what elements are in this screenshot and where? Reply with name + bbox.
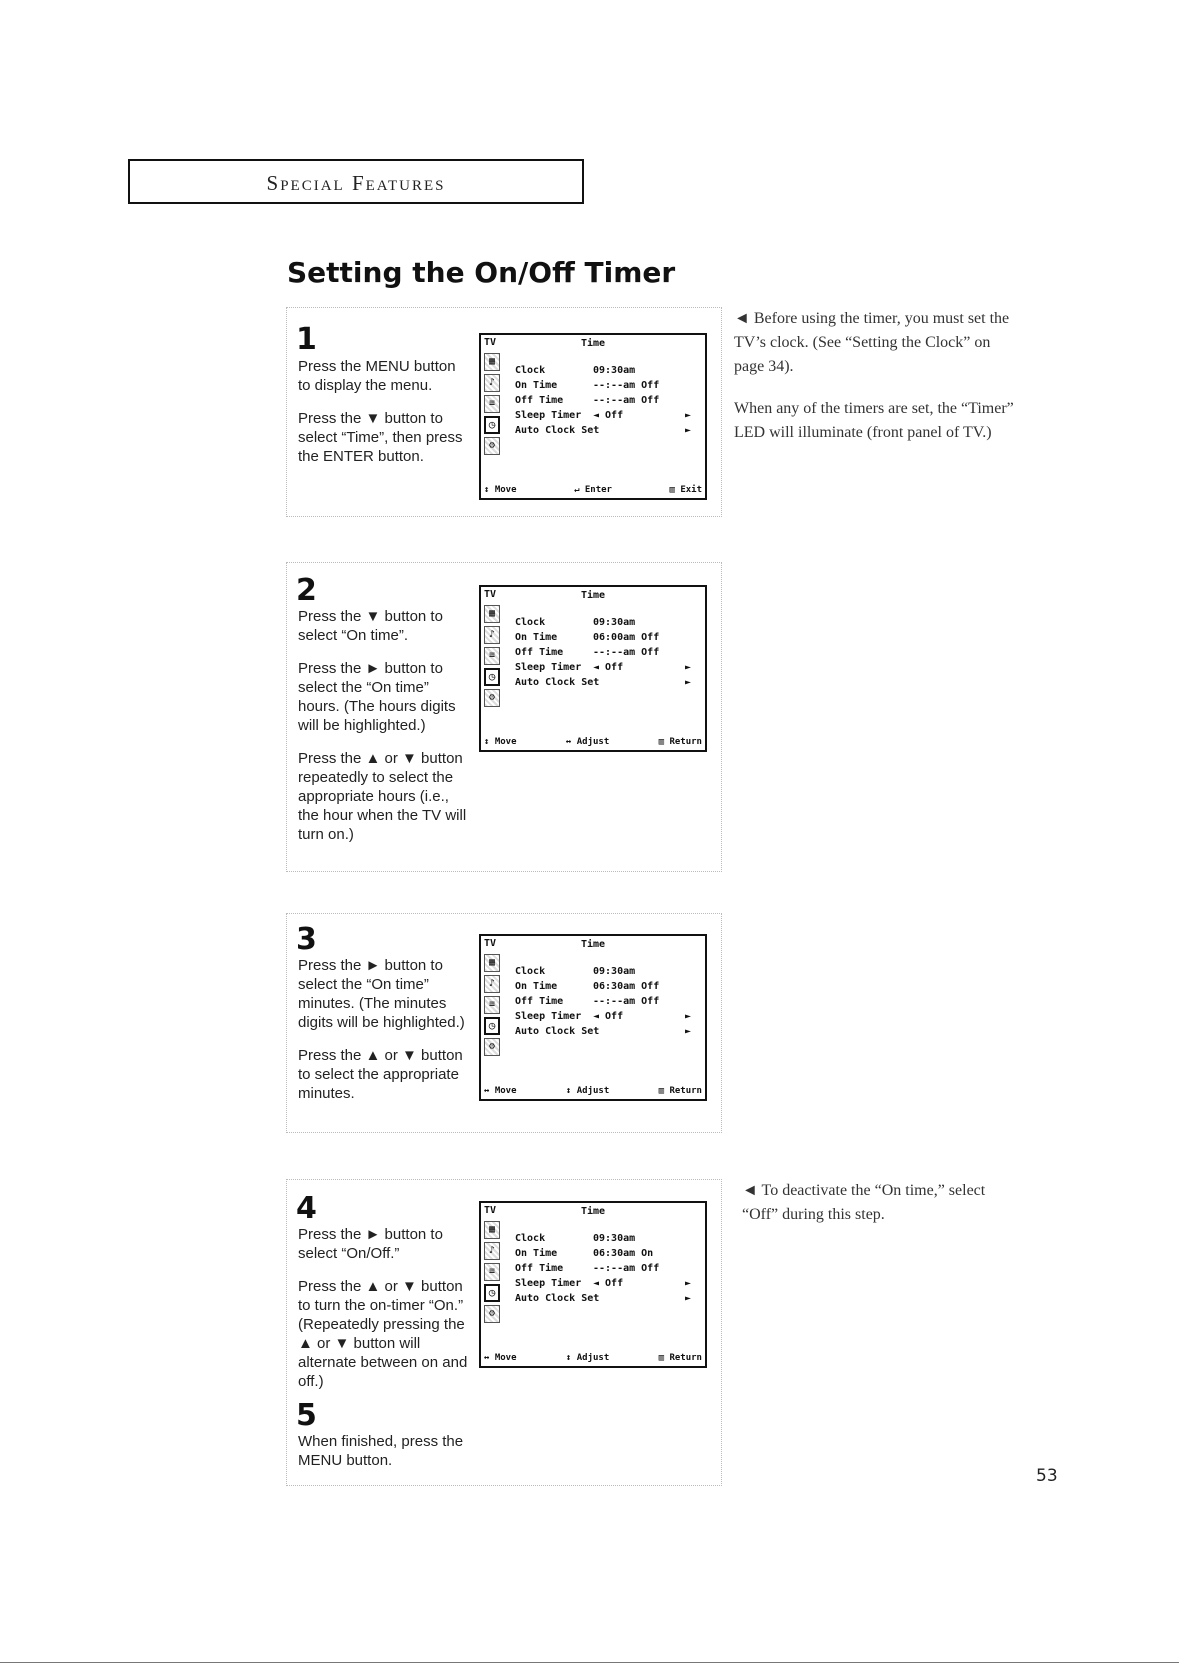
footer-hint: ▥ Return [658, 1086, 702, 1096]
menu-row-off-time: Off Time --:--am Off [515, 647, 660, 658]
channel-icon: ≡ [484, 647, 500, 665]
menu-row-clock: Clock 09:30am [515, 365, 636, 376]
screen-tv-label: TV [484, 938, 497, 949]
screen-title: Time [580, 939, 606, 950]
picture-icon: ▦ [484, 353, 500, 371]
picture-icon: ▦ [484, 954, 500, 972]
footer-hint: ↔ Move [484, 1353, 517, 1363]
menu-icon-column [484, 1221, 502, 1326]
page-number: 53 [1036, 1466, 1058, 1486]
footer-hint: ↕ Move [484, 485, 517, 495]
step-number: 2 [296, 573, 317, 608]
step-paragraph: Press the MENU button to display the menu. [298, 358, 456, 394]
step-3-instructions [298, 956, 470, 1117]
time-icon: ◷ [484, 668, 500, 686]
setup-icon: ⚙ [484, 689, 500, 707]
menu-row-on-time: On Time 06:00am Off [515, 632, 660, 643]
menu-row-clock: Clock 09:30am [515, 966, 636, 977]
footer-hint: ↕ Move [484, 737, 517, 747]
step-3-menu-screen [479, 934, 707, 1101]
screen-footer [484, 1086, 702, 1096]
menu-row-off-time: Off Time --:--am Off [515, 1263, 660, 1274]
setup-icon: ⚙ [484, 1038, 500, 1056]
footer-hint: ↕ Adjust [565, 1086, 610, 1096]
step-number: 1 [296, 322, 317, 357]
menu-row-off-time: Off Time --:--am Off [515, 395, 660, 406]
menu-row-sleep-timer: Sleep Timer ◄ Off ► [515, 662, 691, 673]
footer-hint: ↔ Move [484, 1086, 517, 1096]
note-paragraph: ◄ To deactivate the “On time,” select “Off” during this step. [742, 1182, 986, 1223]
time-icon: ◷ [484, 1284, 500, 1302]
menu-row-auto-clock: Auto Clock Set ► [515, 1293, 691, 1304]
menu-row-on-time: On Time 06:30am On [515, 1248, 654, 1259]
menu-row-sleep-timer: Sleep Timer ◄ Off ► [515, 410, 691, 421]
step-4-menu-screen [479, 1201, 707, 1368]
step-paragraph: Press the ► button to select the “On time” minutes. (The minutes digits will be highlighted.) [298, 957, 465, 1031]
menu-row-sleep-timer: Sleep Timer ◄ Off ► [515, 1278, 691, 1289]
menu-icon-column [484, 954, 502, 1059]
picture-icon: ▦ [484, 1221, 500, 1239]
channel-icon: ≡ [484, 395, 500, 413]
menu-row-auto-clock: Auto Clock Set ► [515, 425, 691, 436]
note-paragraph: When any of the timers are set, the “Timer” LED will illuminate (front panel of TV.) [734, 400, 1014, 441]
step-4-instructions [298, 1225, 470, 1391]
menu-row-clock: Clock 09:30am [515, 1233, 636, 1244]
screen-title: Time [580, 1206, 606, 1217]
screen-footer [484, 1353, 702, 1363]
menu-row-auto-clock: Auto Clock Set ► [515, 1026, 691, 1037]
menu-icon-column [484, 353, 502, 458]
step-1-instructions [298, 357, 470, 480]
time-icon: ◷ [484, 1017, 500, 1035]
step-paragraph: When finished, press the MENU button. [298, 1433, 464, 1469]
screen-title: Time [580, 590, 606, 601]
step-paragraph: Press the ▲ or ▼ button to select the appropriate minutes. [298, 1047, 463, 1102]
step-1-menu-screen [479, 333, 707, 500]
note-paragraph: ◄ Before using the timer, you must set the TV’s clock. (See “Setting the Clock” on page 34). [734, 310, 1010, 375]
screen-footer [484, 737, 702, 747]
setup-icon: ⚙ [484, 437, 500, 455]
sound-icon: ♪ [484, 626, 500, 644]
footer-hint: ↵ Enter [574, 485, 612, 495]
footer-hint: ▥ Return [658, 1353, 702, 1363]
step-number: 4 [296, 1191, 317, 1226]
step-2-instructions [298, 607, 470, 858]
time-icon: ◷ [484, 416, 500, 434]
picture-icon: ▦ [484, 605, 500, 623]
screen-footer [484, 485, 702, 495]
step-paragraph: Press the ► button to select the “On time” hours. (The hours digits will be highlighted.) [298, 660, 456, 734]
menu-row-on-time: On Time --:--am Off [515, 380, 660, 391]
deactivate-note [742, 1179, 1012, 1245]
screen-tv-label: TV [484, 1205, 497, 1216]
menu-row-off-time: Off Time --:--am Off [515, 996, 660, 1007]
channel-icon: ≡ [484, 1263, 500, 1281]
step-paragraph: Press the ▼ button to select “On time”. [298, 608, 443, 644]
step-paragraph: Press the ▲ or ▼ button repeatedly to select the appropriate hours (i.e., the hour when the TV will turn on.) [298, 750, 467, 843]
step-2-menu-screen [479, 585, 707, 752]
section-header: Special Features [266, 171, 446, 195]
timer-notes [734, 307, 1022, 463]
step-5-instructions [298, 1432, 470, 1470]
footer-hint: ↔ Adjust [565, 737, 610, 747]
menu-row-sleep-timer: Sleep Timer ◄ Off ► [515, 1011, 691, 1022]
step-paragraph: Press the ▲ or ▼ button to turn the on-timer “On.” (Repeatedly pressing the ▲ or ▼ button will alternate between on and off.) [298, 1278, 468, 1390]
step-paragraph: Press the ► button to select “On/Off.” [298, 1226, 443, 1262]
bottom-rule [0, 1662, 1179, 1663]
menu-icon-column [484, 605, 502, 710]
menu-row-on-time: On Time 06:30am Off [515, 981, 660, 992]
footer-hint: ▥ Return [658, 737, 702, 747]
screen-title: Time [580, 338, 606, 349]
channel-icon: ≡ [484, 996, 500, 1014]
step-number: 3 [296, 922, 317, 957]
page-title: Setting the On/Off Timer [287, 256, 676, 289]
footer-hint: ▥ Exit [669, 485, 702, 495]
step-number: 5 [296, 1398, 317, 1433]
menu-row-clock: Clock 09:30am [515, 617, 636, 628]
footer-hint: ↕ Adjust [565, 1353, 610, 1363]
sound-icon: ♪ [484, 1242, 500, 1260]
step-paragraph: Press the ▼ button to select “Time”, then press the ENTER button. [298, 410, 463, 465]
screen-tv-label: TV [484, 589, 497, 600]
menu-row-auto-clock: Auto Clock Set ► [515, 677, 691, 688]
sound-icon: ♪ [484, 374, 500, 392]
screen-tv-label: TV [484, 337, 497, 348]
setup-icon: ⚙ [484, 1305, 500, 1323]
sound-icon: ♪ [484, 975, 500, 993]
